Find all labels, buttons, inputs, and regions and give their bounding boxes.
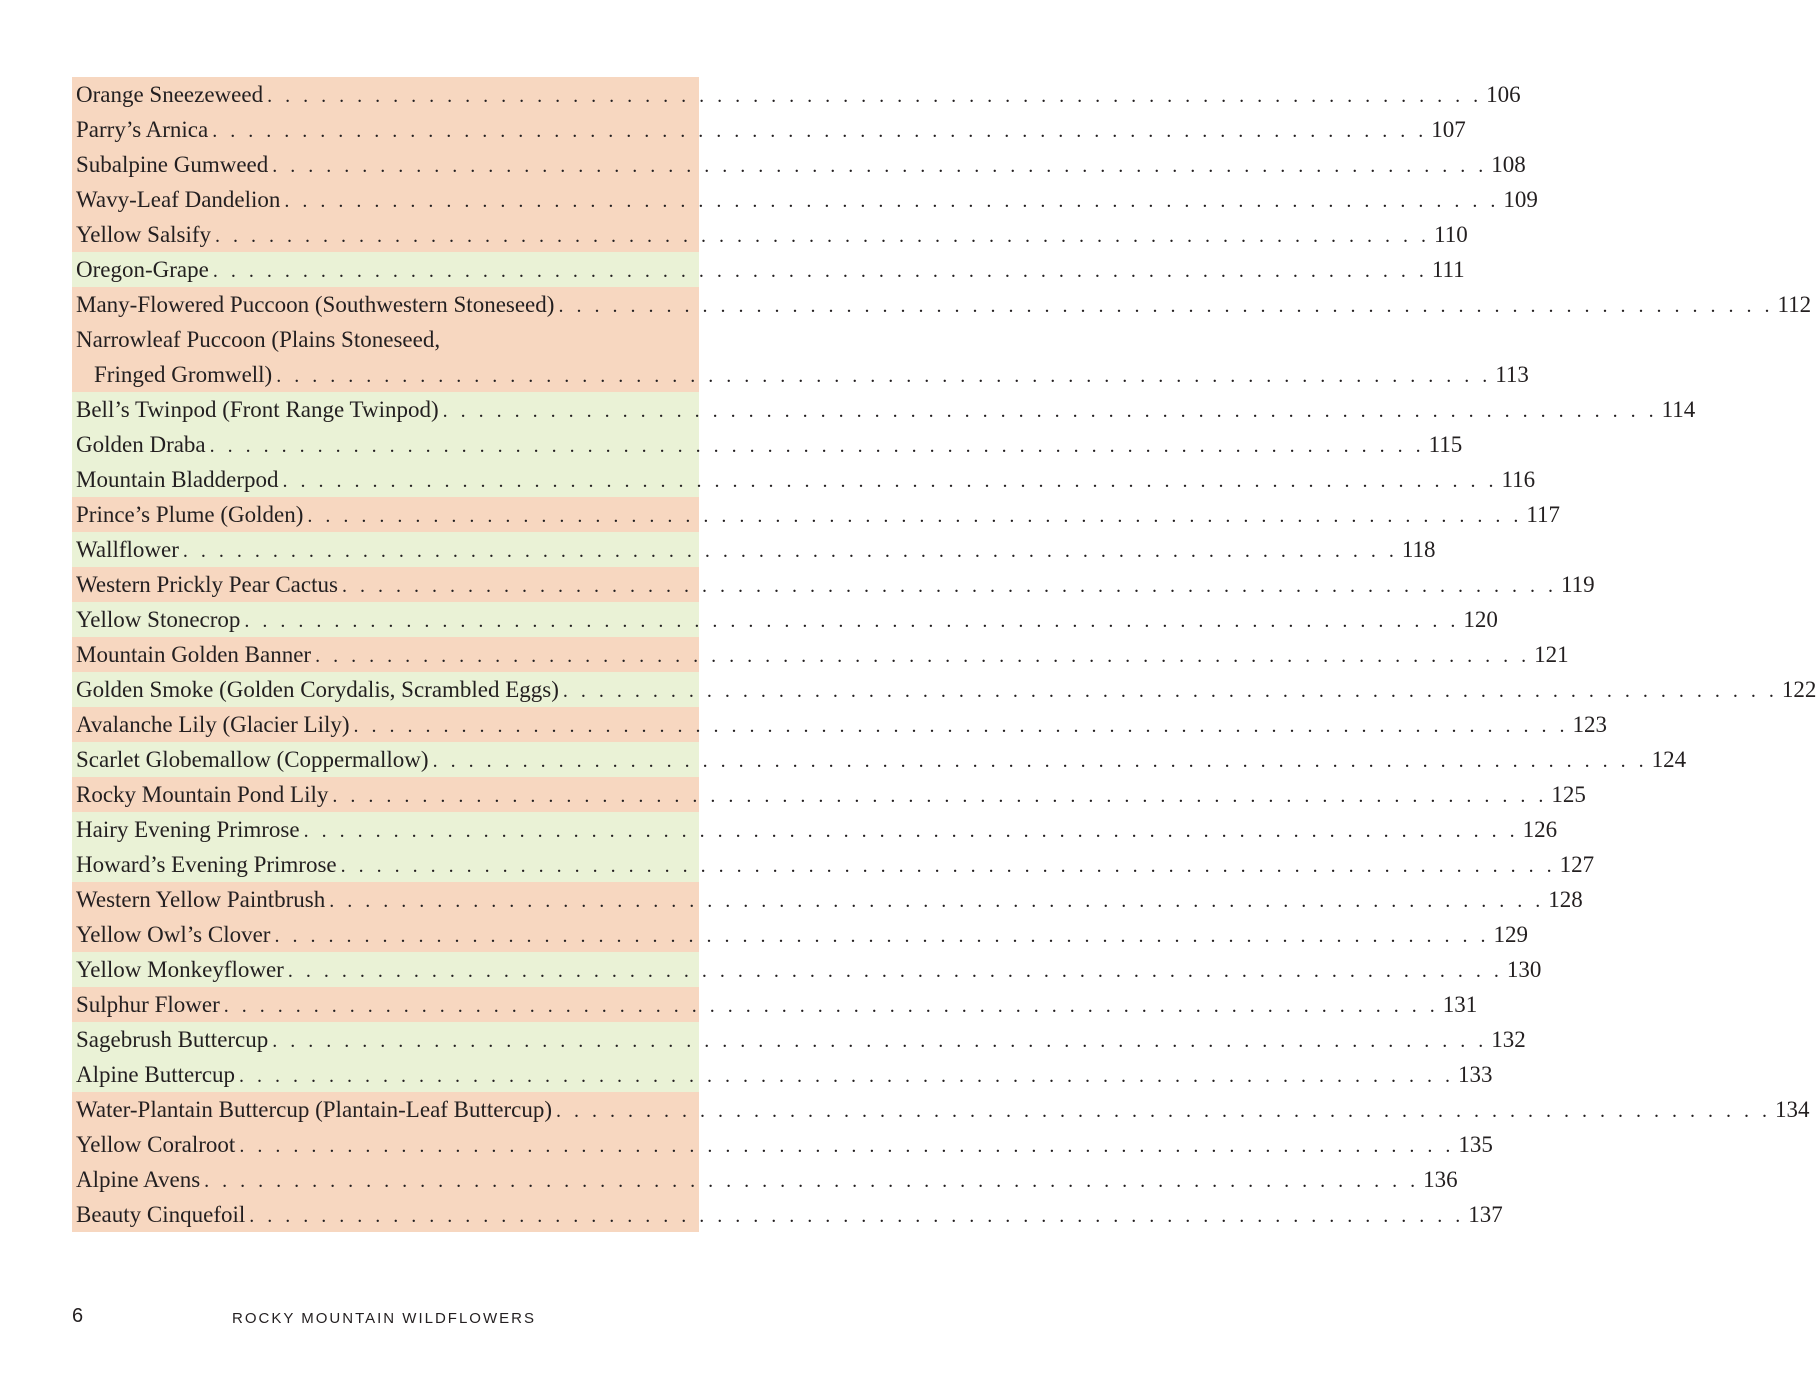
toc-entry [72, 112, 1466, 147]
toc-entry-name: Western Yellow Paintbrush [76, 886, 326, 912]
page-number: 6 [72, 1305, 84, 1327]
toc-entry [72, 462, 1536, 497]
toc-entry [72, 147, 1526, 182]
table-of-contents [72, 77, 1816, 1232]
dot-leader: . . . . . . . . . . . . . . . . . . . . . . . . . . . . . . . . . . . . . . . . . . . . . . . . . . . . . . . . . . . . . . . . . . . . [244, 609, 1460, 632]
toc-entry-name: Golden Smoke (Golden Corydalis, Scrambled Eggs) [76, 676, 559, 702]
toc-entry-page: 135 [1458, 1131, 1493, 1157]
toc-entry-page: 137 [1468, 1201, 1503, 1227]
toc-entry-name: Narrowleaf Puccoon (Plains Stoneseed, [76, 327, 441, 352]
toc-entry-page: 108 [1491, 151, 1526, 177]
toc-entry-name: Many-Flowered Puccoon (Southwestern Stoneseed) [76, 291, 555, 317]
toc-entry-name: Howard’s Evening Primrose [76, 851, 337, 877]
dot-leader: . . . . . . . . . . . . . . . . . . . . . . . . . . . . . . . . . . . . . . . . . . . . . . . . . . . . . . . . . . . . . . . . . . . . [315, 644, 1531, 667]
dot-leader: . . . . . . . . . . . . . . . . . . . . . . . . . . . . . . . . . . . . . . . . . . . . . . . . . . . . . . . . . . . . . . . . . . . . [282, 469, 1498, 492]
toc-entry-page: 131 [1442, 991, 1478, 1017]
toc-entry [72, 742, 1687, 777]
running-title: ROCKY MOUNTAIN WILDFLOWERS [232, 1310, 536, 1327]
toc-entry-page: 117 [1526, 501, 1561, 527]
dot-leader: . . . . . . . . . . . . . . . . . . . . . . . . . . . . . . . . . . . . . . . . . . . . . . . . . . . . . . . . . . . . . . . . . . . . [432, 749, 1648, 772]
dot-leader: . . . . . . . . . . . . . . . . . . . . . . . . . . . . . . . . . . . . . . . . . . . . . . . . . . . . . . . . . . . . . . . . . . . . [562, 679, 1778, 702]
toc-entry-name: Water-Plantain Buttercup (Plantain-Leaf Buttercup) [76, 1096, 553, 1122]
toc-entry-page: 114 [1661, 396, 1696, 422]
toc-entry [72, 217, 1468, 252]
dot-leader: . . . . . . . . . . . . . . . . . . . . . . . . . . . . . . . . . . . . . . . . . . . . . . . . . . . . . . . . . . . . . . . . . . . . [223, 994, 1439, 1017]
toc-entry-page: 130 [1506, 956, 1542, 982]
toc-entry-name: Wallflower [76, 536, 179, 562]
dot-leader: . . . . . . . . . . . . . . . . . . . . . . . . . . . . . . . . . . . . . . . . . . . . . . . . . . . . . . . . . . . . . . . . . . . . [340, 854, 1556, 877]
toc-entry-page: 124 [1651, 746, 1687, 772]
toc-entry [72, 917, 1528, 952]
dot-leader: . . . . . . . . . . . . . . . . . . . . . . . . . . . . . . . . . . . . . . . . . . . . . . . . . . . . . . . . . . . . . . . . . . . . [307, 504, 1523, 527]
toc-entry-name-continued: Fringed Gromwell) [94, 361, 273, 387]
dot-leader: . . . . . . . . . . . . . . . . . . . . . . . . . . . . . . . . . . . . . . . . . . . . . . . . . . . . . . . . . . . . . . . . . . . . [274, 924, 1490, 947]
toc-entry [72, 1057, 1493, 1092]
toc-entry [72, 287, 1812, 322]
dot-leader: . . . . . . . . . . . . . . . . . . . . . . . . . . . . . . . . . . . . . . . . . . . . . . . . . . . . . . . . . . . . . . . . . . . . [182, 539, 1398, 562]
toc-entry [72, 1022, 1526, 1057]
toc-entry-name: Sulphur Flower [76, 991, 220, 1017]
dot-leader: . . . . . . . . . . . . . . . . . . . . . . . . . . . . . . . . . . . . . . . . . . . . . . . . . . . . . . . . . . . . . . . . . . . . [267, 84, 1483, 107]
toc-entry-name: Oregon-Grape [76, 256, 209, 282]
toc-entry-page: 109 [1503, 186, 1538, 212]
toc-entry-name: Western Prickly Pear Cactus [76, 571, 338, 597]
dot-leader: . . . . . . . . . . . . . . . . . . . . . . . . . . . . . . . . . . . . . . . . . . . . . . . . . . . . . . . . . . . . . . . . . . . . [558, 294, 1774, 317]
dot-leader: . . . . . . . . . . . . . . . . . . . . . . . . . . . . . . . . . . . . . . . . . . . . . . . . . . . . . . . . . . . . . . . . . . . . [272, 154, 1488, 177]
toc-entry-name: Scarlet Globemallow (Coppermallow) [76, 746, 429, 772]
toc-entry-name: Bell’s Twinpod (Front Range Twinpod) [76, 396, 439, 422]
toc-entry-page: 125 [1551, 781, 1586, 807]
toc-entry [72, 602, 1498, 637]
toc-entry [72, 567, 1595, 602]
toc-entry-page: 123 [1572, 711, 1608, 737]
toc-entry-page: 115 [1428, 431, 1463, 457]
dot-leader: . . . . . . . . . . . . . . . . . . . . . . . . . . . . . . . . . . . . . . . . . . . . . . . . . . . . . . . . . . . . . . . . . . . . [556, 1099, 1772, 1122]
toc-entry [72, 392, 1696, 427]
toc-entry-page: 106 [1486, 81, 1521, 107]
toc-entry [72, 532, 1436, 567]
toc-entry-name: Prince’s Plume (Golden) [76, 501, 304, 527]
toc-entry-name: Yellow Salsify [76, 221, 212, 247]
toc-entry-name: Mountain Bladderpod [76, 466, 279, 492]
toc-entry-page: 121 [1534, 641, 1569, 667]
toc-entry [72, 1092, 1810, 1127]
toc-entry [72, 252, 1465, 287]
toc-entry-page: 133 [1458, 1061, 1493, 1087]
toc-entry-name: Alpine Buttercup [76, 1061, 236, 1087]
dot-leader: . . . . . . . . . . . . . . . . . . . . . . . . . . . . . . . . . . . . . . . . . . . . . . . . . . . . . . . . . . . . . . . . . . . . [212, 119, 1428, 142]
toc-entry-name: Parry’s Arnica [76, 116, 209, 142]
toc-entry-name: Yellow Stonecrop [76, 606, 241, 632]
toc-entry-page: 120 [1463, 606, 1498, 632]
toc-entry-name: Hairy Evening Primrose [76, 816, 300, 842]
toc-entry [72, 77, 1521, 112]
toc-entry [72, 672, 1816, 707]
toc-entry-page: 111 [1431, 256, 1465, 282]
dot-leader: . . . . . . . . . . . . . . . . . . . . . . . . . . . . . . . . . . . . . . . . . . . . . . . . . . . . . . . . . . . . . . . . . . . . [303, 819, 1519, 842]
toc-entry-page: 116 [1501, 466, 1536, 492]
dot-leader: . . . . . . . . . . . . . . . . . . . . . . . . . . . . . . . . . . . . . . . . . . . . . . . . . . . . . . . . . . . . . . . . . . . . [239, 1134, 1455, 1157]
toc-entry [72, 1162, 1458, 1197]
toc-entry [72, 1127, 1493, 1162]
dot-leader: . . . . . . . . . . . . . . . . . . . . . . . . . . . . . . . . . . . . . . . . . . . . . . . . . . . . . . . . . . . . . . . . . . . . [442, 399, 1658, 422]
toc-entry-name: Golden Draba [76, 431, 206, 457]
dot-leader: . . . . . . . . . . . . . . . . . . . . . . . . . . . . . . . . . . . . . . . . . . . . . . . . . . . . . . . . . . . . . . . . . . . . [276, 364, 1492, 387]
toc-entry-page: 129 [1493, 921, 1528, 947]
toc-entry-name: Sagebrush Buttercup [76, 1026, 269, 1052]
toc-entry-name: Alpine Avens [76, 1166, 201, 1192]
toc-entry-page: 134 [1775, 1096, 1810, 1122]
dot-leader: . . . . . . . . . . . . . . . . . . . . . . . . . . . . . . . . . . . . . . . . . . . . . . . . . . . . . . . . . . . . . . . . . . . . [249, 1204, 1465, 1227]
toc-entry-page: 136 [1423, 1166, 1458, 1192]
toc-entry [72, 637, 1569, 672]
toc-entry [72, 707, 1608, 742]
dot-leader: . . . . . . . . . . . . . . . . . . . . . . . . . . . . . . . . . . . . . . . . . . . . . . . . . . . . . . . . . . . . . . . . . . . . [272, 1029, 1488, 1052]
dot-leader: . . . . . . . . . . . . . . . . . . . . . . . . . . . . . . . . . . . . . . . . . . . . . . . . . . . . . . . . . . . . . . . . . . . . [209, 434, 1425, 457]
toc-entry [72, 322, 1529, 392]
toc-entry [72, 1197, 1503, 1232]
dot-leader: . . . . . . . . . . . . . . . . . . . . . . . . . . . . . . . . . . . . . . . . . . . . . . . . . . . . . . . . . . . . . . . . . . . . [287, 959, 1503, 982]
dot-leader: . . . . . . . . . . . . . . . . . . . . . . . . . . . . . . . . . . . . . . . . . . . . . . . . . . . . . . . . . . . . . . . . . . . . [284, 189, 1500, 212]
toc-entry-name: Mountain Golden Banner [76, 641, 312, 667]
toc-entry [72, 987, 1478, 1022]
toc-entry-name: Subalpine Gumweed [76, 151, 269, 177]
toc-entry-page: 112 [1777, 291, 1812, 317]
dot-leader: . . . . . . . . . . . . . . . . . . . . . . . . . . . . . . . . . . . . . . . . . . . . . . . . . . . . . . . . . . . . . . . . . . . . [212, 259, 1428, 282]
toc-entry-page: 128 [1548, 886, 1583, 912]
toc-entry [72, 812, 1558, 847]
dot-leader: . . . . . . . . . . . . . . . . . . . . . . . . . . . . . . . . . . . . . . . . . . . . . . . . . . . . . . . . . . . . . . . . . . . . [332, 784, 1548, 807]
toc-entry-page: 107 [1431, 116, 1466, 142]
toc-entry [72, 427, 1463, 462]
toc-entry [72, 882, 1583, 917]
dot-leader: . . . . . . . . . . . . . . . . . . . . . . . . . . . . . . . . . . . . . . . . . . . . . . . . . . . . . . . . . . . . . . . . . . . . [341, 574, 1557, 597]
dot-leader: . . . . . . . . . . . . . . . . . . . . . . . . . . . . . . . . . . . . . . . . . . . . . . . . . . . . . . . . . . . . . . . . . . . . [353, 714, 1569, 737]
toc-entry [72, 182, 1538, 217]
toc-entry-page: 126 [1522, 816, 1558, 842]
toc-entry-name: Rocky Mountain Pond Lily [76, 781, 329, 807]
toc-entry-name: Avalanche Lily (Glacier Lily) [76, 711, 350, 737]
toc-entry-page: 110 [1434, 221, 1468, 247]
toc-entry-name: Beauty Cinquefoil [76, 1201, 246, 1227]
toc-entry-name: Yellow Monkeyflower [76, 956, 284, 982]
toc-entry [72, 847, 1595, 882]
dot-leader: . . . . . . . . . . . . . . . . . . . . . . . . . . . . . . . . . . . . . . . . . . . . . . . . . . . . . . . . . . . . . . . . . . . . [239, 1064, 1455, 1087]
toc-entry [72, 497, 1561, 532]
toc-entry-page: 119 [1560, 571, 1595, 597]
toc-entry-name: Orange Sneezeweed [76, 81, 264, 107]
toc-entry-page: 122 [1781, 676, 1816, 702]
toc-entry-page: 127 [1559, 851, 1595, 877]
toc-entry [72, 952, 1542, 987]
toc-entry-page: 118 [1401, 536, 1436, 562]
toc-entry [72, 777, 1586, 812]
dot-leader: . . . . . . . . . . . . . . . . . . . . . . . . . . . . . . . . . . . . . . . . . . . . . . . . . . . . . . . . . . . . . . . . . . . . [204, 1169, 1420, 1192]
toc-entry-page: 113 [1495, 361, 1529, 387]
dot-leader: . . . . . . . . . . . . . . . . . . . . . . . . . . . . . . . . . . . . . . . . . . . . . . . . . . . . . . . . . . . . . . . . . . . . [215, 224, 1431, 247]
toc-entry-name: Yellow Coralroot [76, 1131, 236, 1157]
toc-entry-page: 132 [1491, 1026, 1526, 1052]
toc-entry-name: Yellow Owl’s Clover [76, 921, 271, 947]
toc-entry-name: Wavy-Leaf Dandelion [76, 186, 281, 212]
dot-leader: . . . . . . . . . . . . . . . . . . . . . . . . . . . . . . . . . . . . . . . . . . . . . . . . . . . . . . . . . . . . . . . . . . . . [329, 889, 1545, 912]
